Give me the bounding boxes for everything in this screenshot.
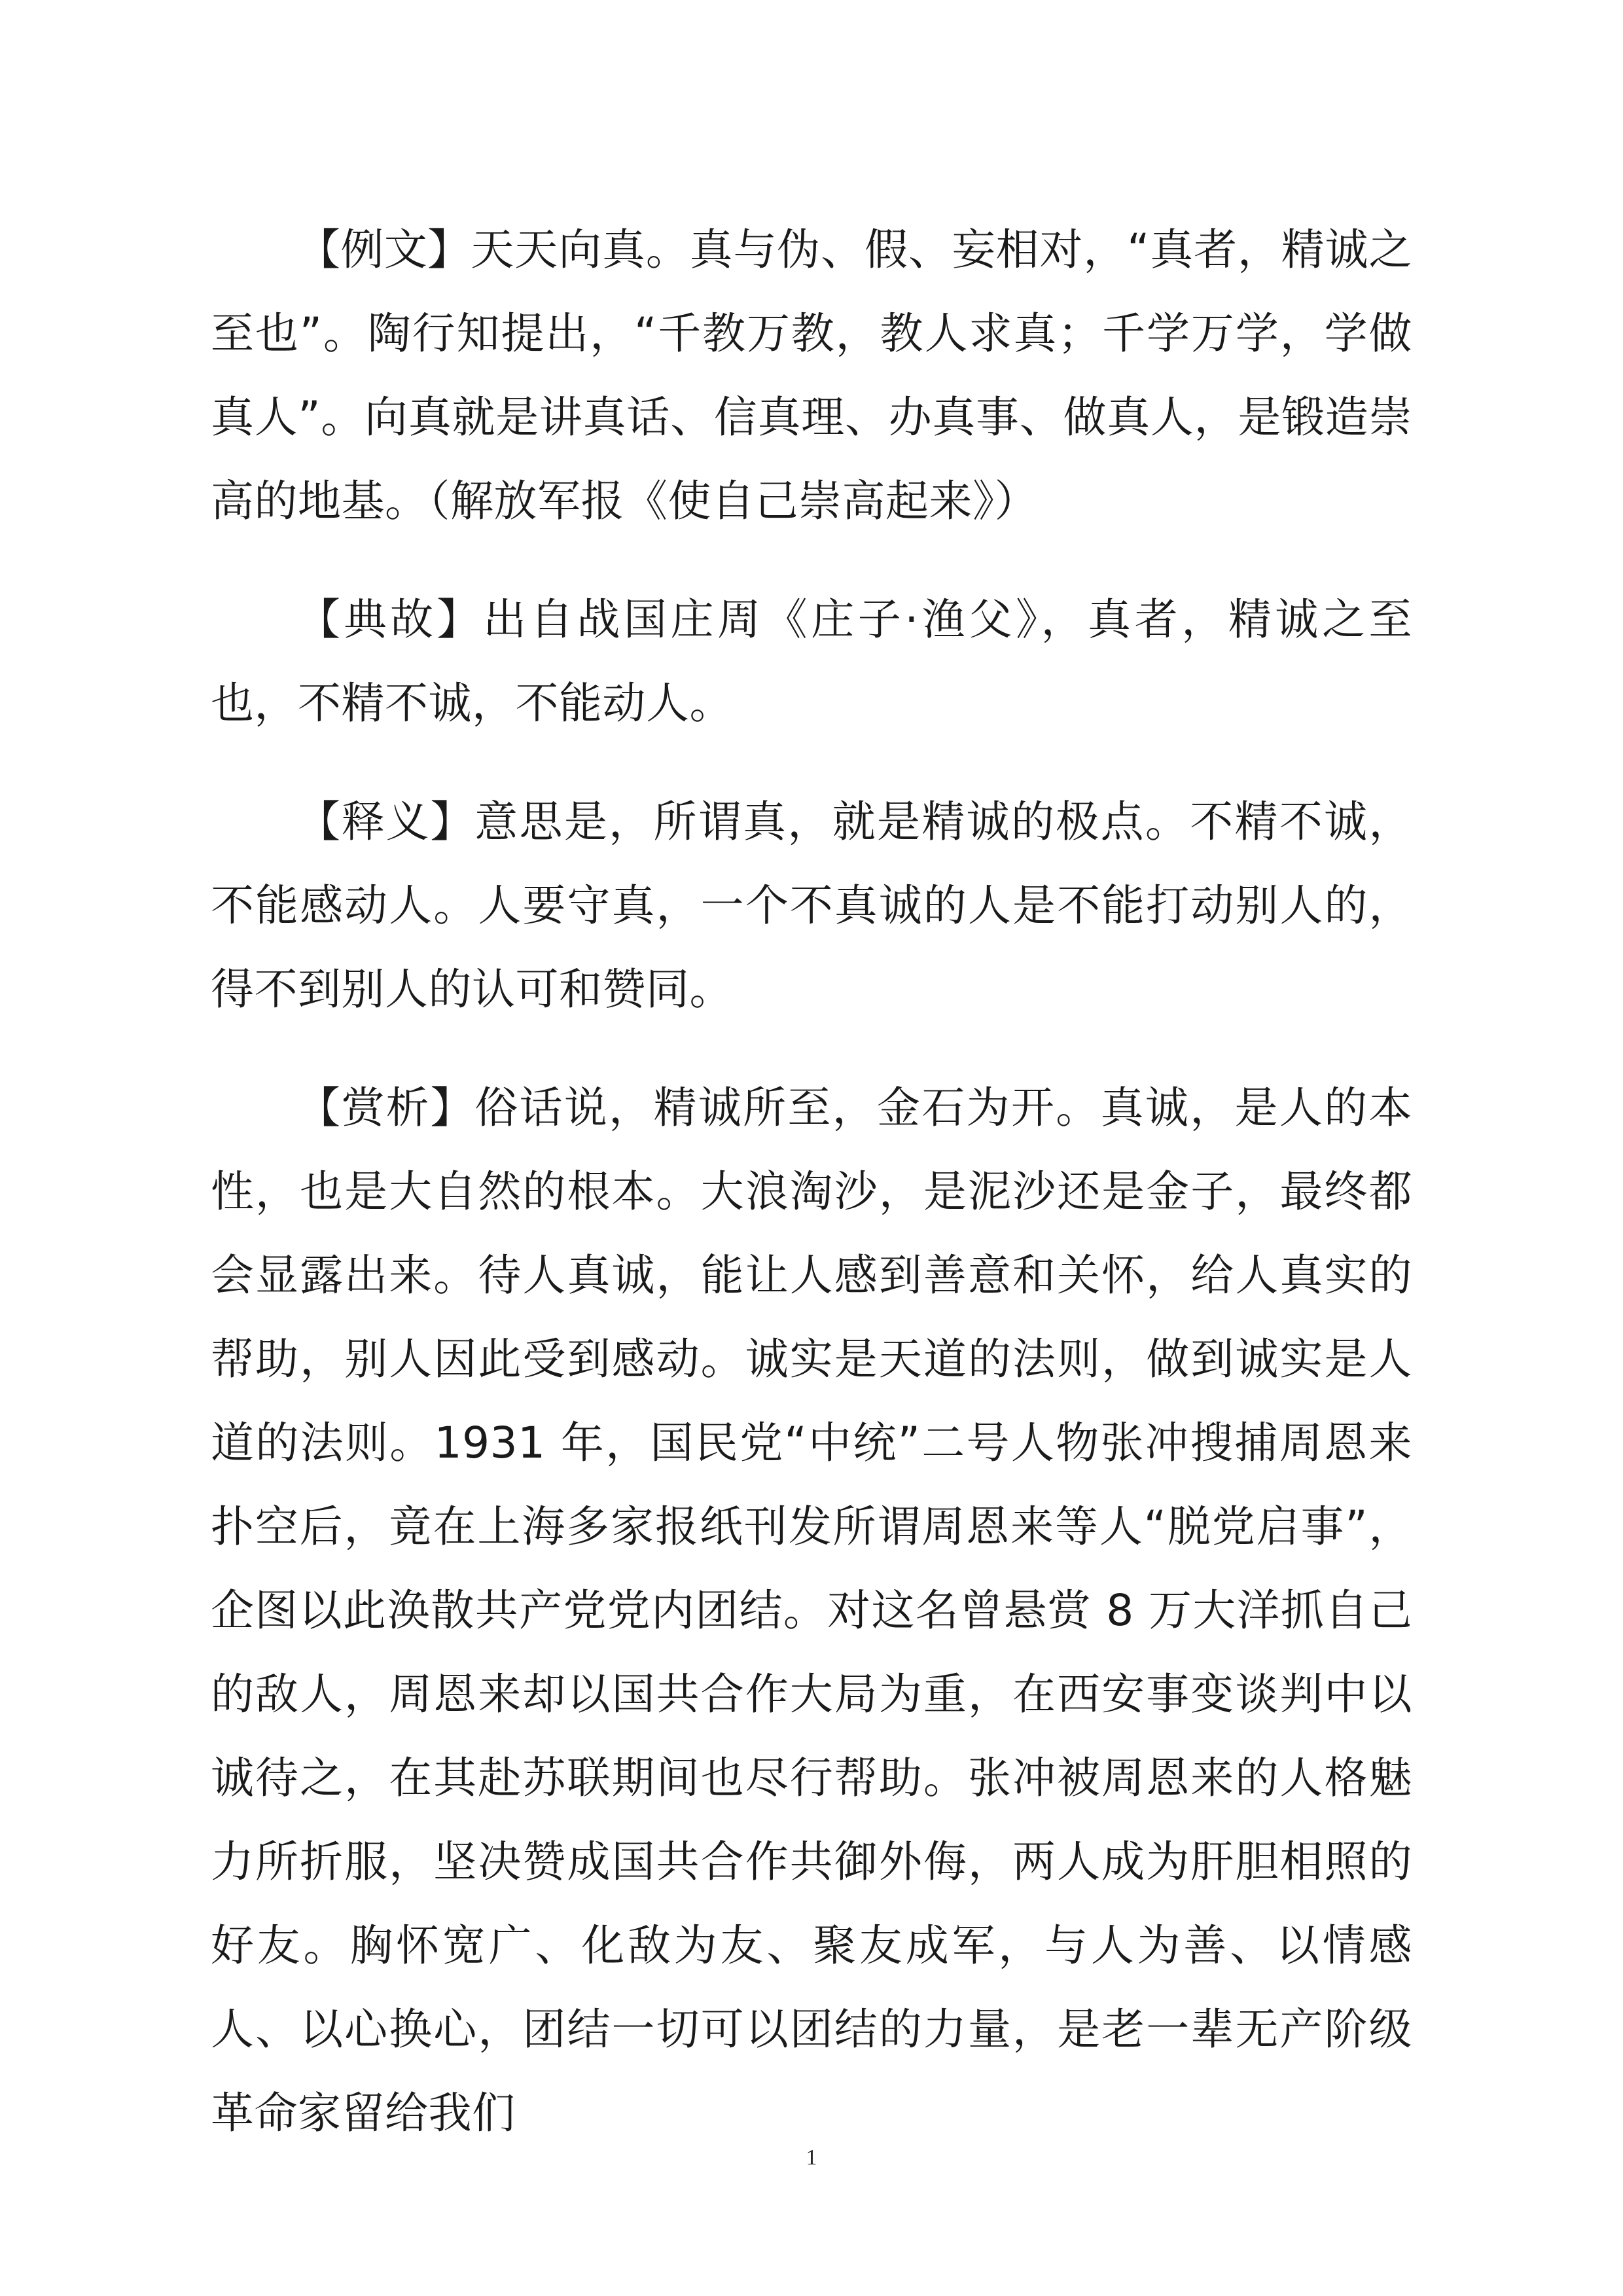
- meaning-tag: 【释义】: [297, 797, 475, 847]
- meaning-paragraph: [211, 780, 1412, 1031]
- appreciation-paragraph: [211, 1066, 1412, 2155]
- meaning-text: 意思是，所谓真，就是精诚的极点。不精不诚，不能感动人。人要守真，一个不真诚的人是不能打动别人的，得不到别人的认可和赞同。: [211, 797, 1412, 1014]
- document-body: [211, 208, 1412, 2190]
- appreciation-tag: 【赏析】: [297, 1083, 475, 1133]
- allusion-paragraph: [211, 578, 1412, 745]
- page-number: 1: [806, 2145, 817, 2170]
- example-tag: 【例文】: [297, 224, 471, 275]
- allusion-tag: 【典故】: [297, 594, 484, 645]
- allusion-text: 出自战国庄周《庄子·渔父》，真者，精诚之至也，不精不诚，不能动人。: [211, 594, 1413, 728]
- example-paragraph: [211, 208, 1412, 543]
- example-text: 天天向真。真与伪、假、妄相对，“真者，精诚之至也”。陶行知提出，“千教万教，教人求真；千学万学，学做真人”。向真就是讲真话、信真理、办真事、做真人，是锻造崇高的地基。（解放军报《使自己崇高起来》）: [211, 224, 1413, 526]
- appreciation-text: 俗话说，精诚所至，金石为开。真诚，是人的本性，也是大自然的根本。大浪淘沙，是泥沙还是金子，最终都会显露出来。待人真诚，能让人感到善意和关怀，给人真实的帮助，别人因此受到感动。诚实是天道的法则，做到诚实是人道的法则。1931 年，国民党“中统”二号人物张冲搜捕周恩来扑空后，竟在上海多家报纸刊发所谓周恩来等人“脱党启事”，企图以此涣散共产党党内团结。对这名曾悬赏 8 万大洋抓自己的敌人，周恩来却以国共合作大局为重，在西安事变谈判中以诚待之，在其赴苏联期间也尽行帮助。张冲被周恩来的人格魅力所折服，坚决赞成国共合作共御外侮，两人成为肝胆相照的好友。胸怀宽广、化敌为友、聚友成军，与人为善、以情感人、以心换心，团结一切可以团结的力量，是老一辈无产阶级革命家留给我们: [211, 1083, 1412, 2138]
